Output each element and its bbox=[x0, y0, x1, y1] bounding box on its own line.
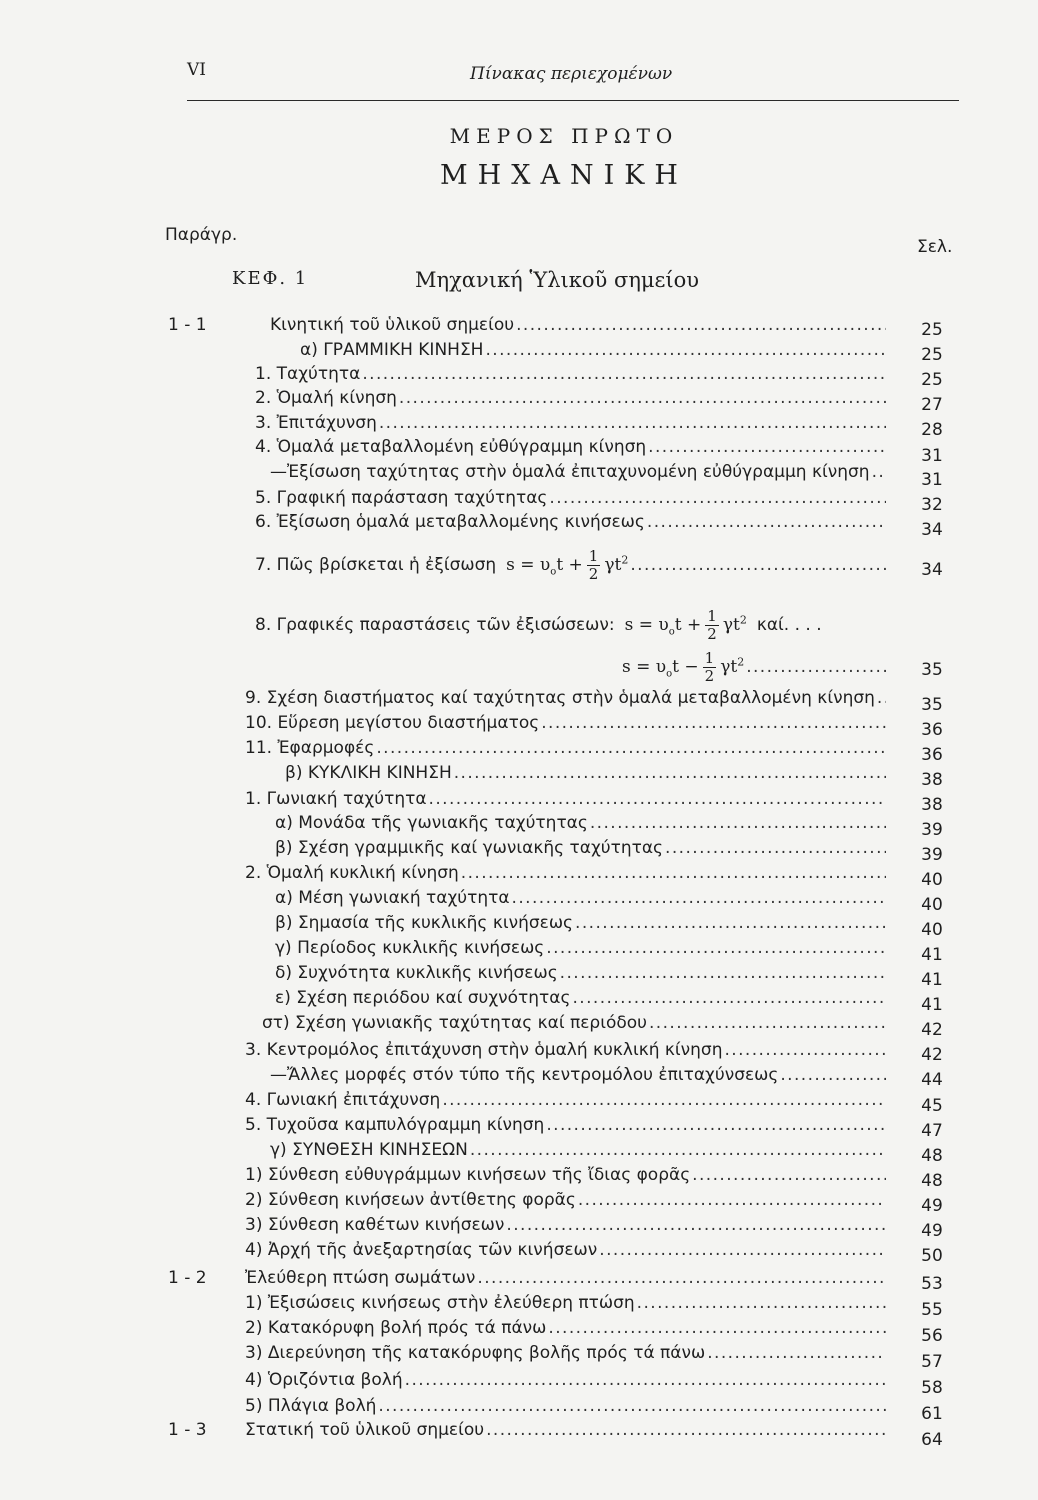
dot-leader bbox=[877, 688, 886, 708]
toc-entry bbox=[0, 649, 1038, 685]
page-ref: 56 bbox=[921, 1326, 943, 1346]
dot-leader bbox=[599, 1240, 886, 1260]
dot-leader bbox=[486, 1420, 886, 1440]
entry-title: 1. Ταχύτητα bbox=[255, 364, 361, 384]
page-ref: 25 bbox=[921, 320, 943, 340]
page-ref: 53 bbox=[921, 1274, 943, 1294]
toc-entry bbox=[0, 738, 1038, 762]
dot-leader bbox=[648, 437, 886, 457]
page-ref: 49 bbox=[921, 1221, 943, 1241]
page-ref: 48 bbox=[921, 1146, 943, 1166]
dot-leader bbox=[630, 555, 886, 575]
dot-leader bbox=[560, 963, 886, 983]
section-number: 1 - 2 bbox=[168, 1268, 207, 1288]
entry-line bbox=[255, 364, 886, 384]
entry-line bbox=[255, 488, 886, 508]
dot-leader bbox=[470, 1140, 886, 1160]
entry-title: 9. Σχέση διαστήματος καί ταχύτητας στὴν ὁμαλά μεταβαλλομένη κίνηση bbox=[245, 688, 875, 708]
entry-title: 1) Ἐξισώσεις κινήσεως στὴν ἐλεύθερη πτώση bbox=[245, 1293, 635, 1313]
entry-title: 3. Ἐπιτάχυνση bbox=[255, 413, 377, 433]
formula-s-minus: $s = \upsilon_ot$ − $\frac{1}{2}$ $\gamma t^2$ bbox=[622, 649, 745, 685]
dot-leader bbox=[477, 1268, 886, 1288]
page-ref: 34 bbox=[921, 520, 943, 540]
entry-line bbox=[245, 1268, 886, 1288]
toc-entry bbox=[0, 1215, 1038, 1239]
entry-line bbox=[255, 548, 886, 583]
page-ref: 47 bbox=[921, 1121, 943, 1141]
page-column-label: Σελ. bbox=[917, 237, 953, 257]
page-ref: 61 bbox=[921, 1404, 943, 1424]
page-ref: 32 bbox=[921, 495, 943, 515]
page-ref: 31 bbox=[921, 470, 943, 490]
entry-title: 1. Γωνιακή ταχύτητα bbox=[245, 789, 427, 809]
entry-line bbox=[270, 1065, 886, 1085]
dot-leader bbox=[692, 1165, 886, 1185]
toc-entry bbox=[0, 547, 1038, 583]
toc-entry bbox=[0, 1140, 1038, 1164]
dot-leader bbox=[378, 1396, 886, 1416]
toc-entry bbox=[0, 437, 1038, 461]
toc-entry bbox=[0, 963, 1038, 987]
entry-line bbox=[255, 413, 886, 433]
dot-leader bbox=[546, 938, 886, 958]
entry-line bbox=[255, 437, 886, 457]
entry-title: 2. Ὁμαλή κίνηση bbox=[255, 388, 397, 408]
entry-title: 10. Εὕρεση μεγίστου διαστήματος bbox=[245, 713, 540, 733]
page-ref: 34 bbox=[921, 560, 943, 580]
page-ref: 40 bbox=[921, 920, 943, 940]
dot-leader bbox=[376, 738, 886, 758]
entry-line bbox=[245, 1040, 886, 1060]
page-ref: 31 bbox=[921, 446, 943, 466]
page-ref: 40 bbox=[921, 895, 943, 915]
entry-title: δ) Συχνότητα κυκλικῆς κινήσεως bbox=[275, 963, 558, 983]
toc-entry bbox=[0, 1318, 1038, 1342]
page-ref: 55 bbox=[921, 1300, 943, 1320]
dot-leader bbox=[872, 462, 886, 482]
part-heading: ΜΕΡΟΣ ΠΡΩΤΟ bbox=[449, 124, 679, 148]
entry-title: β) Σημασία τῆς κυκλικῆς κινήσεως bbox=[275, 913, 574, 933]
entry-line bbox=[285, 763, 886, 783]
toc-entry bbox=[0, 1040, 1038, 1064]
page-ref: 36 bbox=[921, 720, 943, 740]
entry-line bbox=[275, 913, 886, 933]
page-ref: 49 bbox=[921, 1196, 943, 1216]
toc-entry bbox=[0, 888, 1038, 912]
entry-line bbox=[270, 1140, 886, 1160]
dot-leader bbox=[442, 1090, 886, 1110]
dot-leader bbox=[362, 364, 886, 384]
page-ref: 41 bbox=[921, 945, 943, 965]
toc-entry bbox=[0, 1343, 1038, 1367]
entry-title: γ) Περίοδος κυκλικῆς κινήσεως bbox=[275, 938, 545, 958]
entry-title: —Ἄλλες μορφές στόν τύπο τῆς κεντρομόλου ἐπιταχύνσεως bbox=[270, 1065, 779, 1085]
entry-line bbox=[255, 608, 886, 643]
page-ref: 42 bbox=[921, 1045, 943, 1065]
entry-title: —Ἐξίσωση ταχύτητας στὴν ὁμαλά ἐπιταχυνομένη εὐθύγραμμη κίνηση bbox=[270, 462, 870, 482]
toc-entry bbox=[0, 512, 1038, 536]
page-ref: 41 bbox=[921, 970, 943, 990]
dot-leader bbox=[399, 388, 886, 408]
entry-title: γ) ΣΥΝΘΕΣΗ ΚΙΝΗΣΕΩΝ bbox=[270, 1140, 468, 1160]
toc-entry bbox=[0, 1090, 1038, 1114]
dot-leader bbox=[707, 1343, 886, 1363]
toc-entry bbox=[0, 1190, 1038, 1214]
entry-line bbox=[245, 863, 886, 883]
page-ref: 39 bbox=[921, 845, 943, 865]
dot-leader bbox=[647, 512, 886, 532]
entry-line bbox=[245, 789, 886, 809]
toc-entry bbox=[0, 988, 1038, 1012]
dot-leader bbox=[379, 413, 886, 433]
entry-title: 6. Ἐξίσωση ὁμαλά μεταβαλλομένης κινήσεως bbox=[255, 512, 645, 532]
entry-line bbox=[245, 1090, 886, 1110]
entry-line bbox=[245, 1396, 886, 1416]
entry-line bbox=[275, 938, 886, 958]
running-title: Πίνακας περιεχομένων bbox=[470, 64, 673, 84]
entry-line bbox=[300, 340, 886, 360]
toc-entry bbox=[0, 1013, 1038, 1037]
dot-leader bbox=[780, 1065, 886, 1085]
entry-line bbox=[245, 738, 886, 758]
page-ref: 27 bbox=[921, 395, 943, 415]
dot-leader bbox=[461, 863, 886, 883]
entry-title: 1) Σύνθεση εὐθυγράμμων κινήσεων τῆς ἴδιας φορᾶς bbox=[245, 1165, 691, 1185]
toc-entry bbox=[0, 913, 1038, 937]
toc-entry bbox=[0, 863, 1038, 887]
toc-entry bbox=[0, 488, 1038, 512]
toc-entry bbox=[0, 1420, 1038, 1444]
page-ref: 44 bbox=[921, 1070, 943, 1090]
toc-entry bbox=[0, 1396, 1038, 1420]
dot-leader bbox=[546, 1115, 886, 1135]
entry-line bbox=[622, 650, 886, 685]
page-ref: 41 bbox=[921, 995, 943, 1015]
toc-entry bbox=[0, 364, 1038, 388]
dot-leader bbox=[454, 763, 886, 783]
toc-entry bbox=[0, 688, 1038, 712]
entry-line bbox=[255, 388, 886, 408]
entry-title: 4) Ἀρχή τῆς ἀνεξαρτησίας τῶν κινήσεων bbox=[245, 1240, 598, 1260]
dot-leader bbox=[548, 1318, 886, 1338]
entry-title: α) Μέση γωνιακή ταχύτητα bbox=[275, 888, 510, 908]
toc-entry bbox=[0, 1293, 1038, 1317]
entry-line bbox=[270, 315, 886, 335]
entry-line bbox=[275, 813, 886, 833]
entry-title: ε) Σχέση περιόδου καί συχνότητας bbox=[275, 988, 571, 1008]
paragraph-column-label: Παράγρ. bbox=[165, 225, 238, 245]
entry-title: 4. Ὁμαλά μεταβαλλομένη εὐθύγραμμη κίνηση bbox=[255, 437, 647, 457]
entry-line bbox=[262, 1013, 886, 1033]
toc-entry bbox=[0, 607, 1038, 643]
dot-leader bbox=[429, 789, 886, 809]
entry-title: α) Μονάδα τῆς γωνιακῆς ταχύτητας bbox=[275, 813, 588, 833]
toc-entry bbox=[0, 938, 1038, 962]
dot-leader bbox=[485, 340, 886, 360]
entry-line bbox=[270, 462, 886, 482]
entry-line bbox=[275, 888, 886, 908]
formula-s-plus-fraction: $\frac{1}{2}$ bbox=[588, 547, 599, 583]
entry-line bbox=[245, 1293, 886, 1313]
formula-s-minus-fraction: $\frac{1}{2}$ bbox=[704, 649, 715, 685]
dot-leader bbox=[549, 488, 886, 508]
page-ref: 38 bbox=[921, 770, 943, 790]
page-ref: 64 bbox=[921, 1430, 943, 1450]
page-ref: 42 bbox=[921, 1020, 943, 1040]
page-number: VI bbox=[187, 60, 206, 80]
toc-entry bbox=[0, 813, 1038, 837]
entry-title: 8. Γραφικές παραστάσεις τῶν ἐξισώσεων: bbox=[255, 615, 615, 635]
entry-line bbox=[245, 713, 886, 733]
entry-line bbox=[245, 1165, 886, 1185]
toc-entry bbox=[0, 1240, 1038, 1264]
chapter-number: ΚΕΦ. 1 bbox=[232, 268, 309, 289]
dot-leader bbox=[578, 1190, 886, 1210]
entry-title: 5) Πλάγια βολή bbox=[245, 1396, 377, 1416]
entry-line bbox=[275, 963, 886, 983]
entry-title: Στατική τοῦ ὑλικοῦ σημείου bbox=[245, 1420, 485, 1440]
entry-line bbox=[245, 1318, 886, 1338]
dot-leader bbox=[516, 315, 886, 335]
page-ref: 45 bbox=[921, 1096, 943, 1116]
toc-entry bbox=[0, 1268, 1038, 1292]
toc-entry bbox=[0, 763, 1038, 787]
page-ref: 40 bbox=[921, 870, 943, 890]
toc-entry bbox=[0, 789, 1038, 813]
entry-line bbox=[275, 988, 886, 1008]
entry-title: α) ΓΡΑΜΜΙΚΗ ΚΙΝΗΣΗ bbox=[300, 340, 484, 360]
dot-leader bbox=[649, 1013, 886, 1033]
dot-leader bbox=[575, 913, 886, 933]
toc-entry bbox=[0, 1165, 1038, 1189]
header-rule bbox=[187, 100, 959, 101]
page-ref: 48 bbox=[921, 1171, 943, 1191]
page-ref: 50 bbox=[921, 1246, 943, 1266]
dot-leader bbox=[590, 813, 886, 833]
entry-title: στ) Σχέση γωνιακῆς ταχύτητας καί περιόδου bbox=[262, 1013, 647, 1033]
entry-title: Κινητική τοῦ ὑλικοῦ σημείου bbox=[270, 315, 515, 335]
toc-entry bbox=[0, 340, 1038, 364]
toc-entry bbox=[0, 1115, 1038, 1139]
toc-entry bbox=[0, 413, 1038, 437]
dot-leader bbox=[746, 657, 886, 677]
entry-line bbox=[245, 1190, 886, 1210]
dot-leader bbox=[506, 1215, 886, 1235]
toc-entry bbox=[0, 462, 1038, 486]
entry-title: 11. Ἐφαρμοφές bbox=[245, 738, 375, 758]
entry-title: 5. Γραφική παράσταση ταχύτητας bbox=[255, 488, 548, 508]
entry-title: 4) Ὁριζόντια βολή bbox=[245, 1370, 403, 1390]
toc-entry bbox=[0, 1370, 1038, 1394]
entry-title: β) ΚΥΚΛΙΚΗ ΚΙΝΗΣΗ bbox=[285, 763, 452, 783]
entry-title: 2) Κατακόρυφη βολή πρός τά πάνω bbox=[245, 1318, 547, 1338]
toc-entry bbox=[0, 713, 1038, 737]
entry-title: 7. Πῶς βρίσκεται ἡ ἐξίσωση bbox=[255, 555, 497, 575]
entry-line bbox=[275, 838, 886, 858]
page-ref: 38 bbox=[921, 795, 943, 815]
page-ref: 58 bbox=[921, 1378, 943, 1398]
entry-line bbox=[245, 1215, 886, 1235]
dot-leader bbox=[572, 988, 886, 1008]
formula-s-plus: $s = \upsilon_ot$ + $\frac{1}{2}$ $\gamma t^2$ bbox=[506, 547, 629, 583]
entry-tail: καί. . . . bbox=[756, 615, 822, 635]
page-ref: 39 bbox=[921, 820, 943, 840]
entry-line bbox=[255, 512, 886, 532]
page-ref: 36 bbox=[921, 745, 943, 765]
dot-leader bbox=[725, 1040, 887, 1060]
toc-entry bbox=[0, 838, 1038, 862]
page-ref: 25 bbox=[921, 370, 943, 390]
page-ref: 25 bbox=[921, 345, 943, 365]
chapter-title: Μηχανική Ὑλικοῦ σημείου bbox=[415, 268, 700, 292]
entry-line bbox=[245, 688, 886, 708]
toc-entry bbox=[0, 388, 1038, 412]
page-ref: 35 bbox=[921, 695, 943, 715]
dot-leader bbox=[405, 1370, 886, 1390]
entry-line bbox=[245, 1115, 886, 1135]
entry-title: 3. Κεντρομόλος ἐπιτάχυνση στὴν ὁμαλή κυκλική κίνηση bbox=[245, 1040, 723, 1060]
toc-entry bbox=[0, 1065, 1038, 1089]
page-ref: 28 bbox=[921, 420, 943, 440]
dot-leader bbox=[665, 838, 886, 858]
entry-title: 4. Γωνιακή ἐπιτάχυνση bbox=[245, 1090, 441, 1110]
dot-leader bbox=[541, 713, 886, 733]
entry-line bbox=[245, 1370, 886, 1390]
entry-line bbox=[245, 1240, 886, 1260]
dot-leader bbox=[512, 888, 886, 908]
page-ref: 35 bbox=[921, 660, 943, 680]
section-number: 1 - 1 bbox=[168, 315, 207, 335]
entry-title: β) Σχέση γραμμικῆς καί γωνιακῆς ταχύτητας bbox=[275, 838, 664, 858]
entry-title: 2. Ὁμαλή κυκλική κίνηση bbox=[245, 863, 459, 883]
entry-line bbox=[245, 1420, 886, 1440]
formula-s-plus-2: $s = \upsilon_ot$ + $\frac{1}{2}$ $\gamma t^2$ bbox=[624, 607, 747, 643]
subject-heading: ΜΗΧΑΝΙΚΗ bbox=[440, 160, 688, 191]
entry-line bbox=[245, 1343, 886, 1363]
entry-title: 5. Τυχοῦσα καμπυλόγραμμη κίνηση bbox=[245, 1115, 545, 1135]
formula-s-plus-2-fraction: $\frac{1}{2}$ bbox=[707, 607, 717, 643]
entry-title: 3) Διερεύνηση τῆς κατακόρυφης βολῆς πρός τά πάνω bbox=[245, 1343, 706, 1363]
entry-title: Ἐλεύθερη πτώση σωμάτων bbox=[245, 1268, 476, 1288]
entry-title: 3) Σύνθεση καθέτων κινήσεων bbox=[245, 1215, 505, 1235]
page-ref: 57 bbox=[921, 1352, 943, 1372]
section-number: 1 - 3 bbox=[168, 1420, 207, 1440]
entry-title: 2) Σύνθεση κινήσεων ἀντίθετης φορᾶς bbox=[245, 1190, 576, 1210]
dot-leader bbox=[637, 1293, 886, 1313]
toc-entry bbox=[0, 315, 1038, 339]
